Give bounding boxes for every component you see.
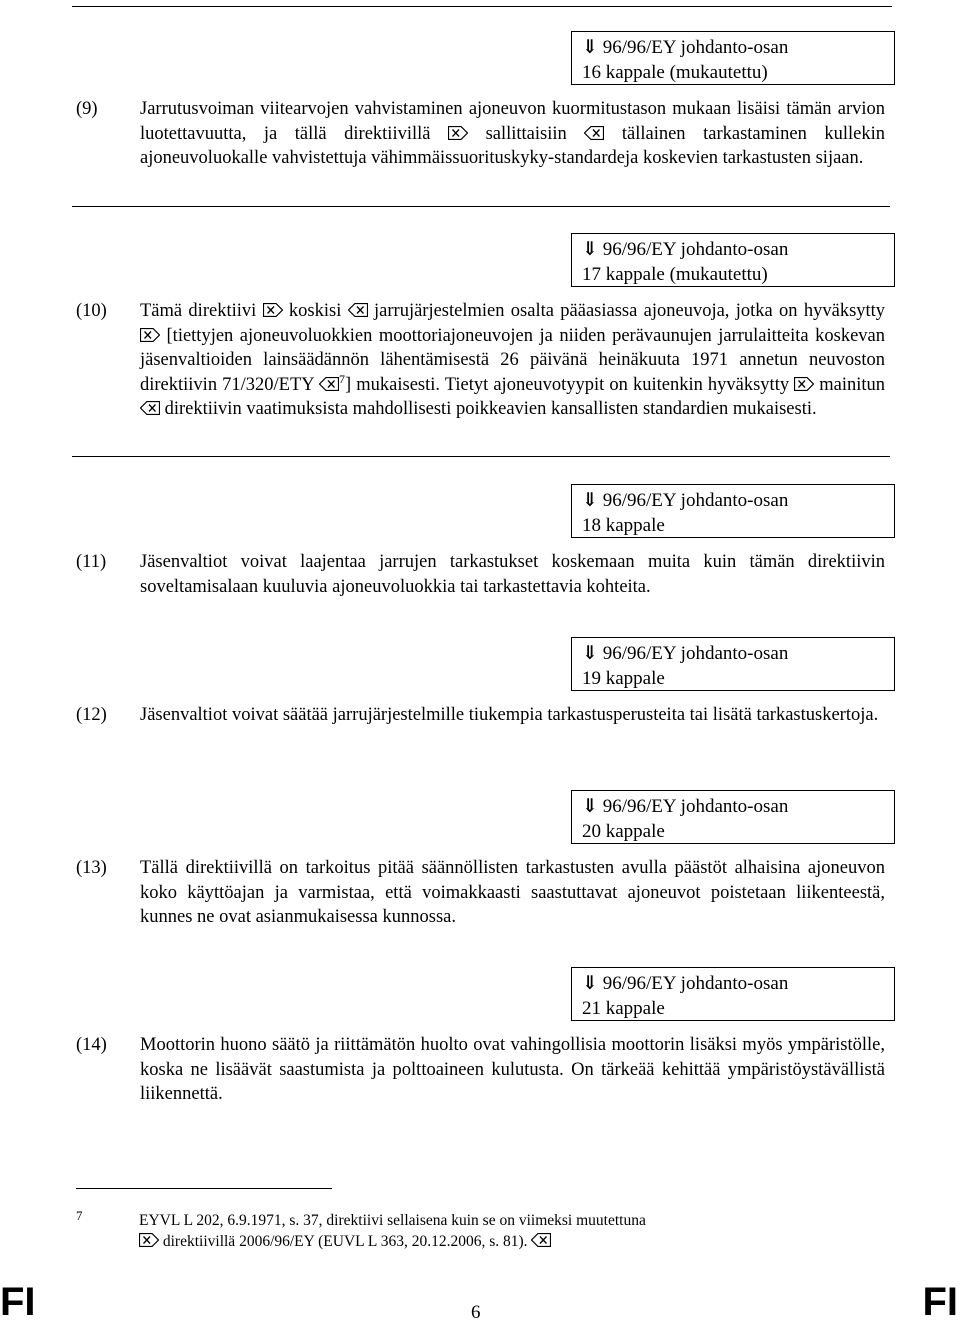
language-code-right: FI bbox=[922, 1280, 958, 1324]
down-arrow-icon: ⇓ bbox=[582, 490, 598, 511]
recital-text: Jarrutusvoiman viitearvojen vahvistaminen ajoneuvon kuormitustason mukaan lisäisi tämän arvion luotettavuutta, ja tällä direktiivillä sallittaisiin tällainen tarkastaminen kullekin ajoneuvoluokalle vahvistettuja vähimmäissuorituskyky-standardeja koskevien tarkastusten sijaan. bbox=[140, 99, 886, 168]
insert-start-marker-icon bbox=[139, 1233, 159, 1247]
section-divider bbox=[72, 456, 890, 457]
recital-paragraph bbox=[76, 299, 885, 422]
insert-start-marker-icon bbox=[263, 303, 283, 317]
source-reference-box: ⇓ 96/96/EY johdanto-osan 18 kappale bbox=[571, 484, 895, 538]
down-arrow-icon: ⇓ bbox=[582, 37, 598, 58]
recital-paragraph bbox=[76, 550, 885, 599]
recital-text: Tämä direktiivi koskisi jarrujärjestelmien osalta pääasiassa ajoneuvoja, jotka on hyväksytty [tiettyjen ajoneuvoluokkien moottoriajoneuvojen ja niiden perävaunujen jarrulaitteita koskevan jäsenvaltioiden lainsäädännön lähentämisestä 26 päivänä heinäkuuta 1971 annetun neuvoston direktiivin 71/320/ETY $^7$] mukaisesti. Tietyt ajoneuvotyypit on kuitenkin hyväksytty mainitun direktiivin vaatimuksista mahdollisesti poikkeavien kansallisten standardien mukaisesti. bbox=[140, 301, 886, 419]
source-reference-line: 96/96/EY johdanto-osan bbox=[602, 37, 789, 58]
insert-end-marker-icon bbox=[348, 303, 368, 317]
footnote-text: EYVL L 202, 6.9.1971, s. 37, direktiivi sellaisena kuin se on viimeksi muutettuna direktiivillä 2006/96/EY (EUVL L 363, 20.12.2006, s. 81). bbox=[139, 1212, 646, 1250]
source-reference-box: ⇓ 96/96/EY johdanto-osan 20 kappale bbox=[571, 790, 895, 844]
footnote-separator bbox=[76, 1188, 332, 1189]
recital-number: (14) bbox=[76, 1035, 107, 1055]
recital-number: (10) bbox=[76, 301, 107, 321]
insert-start-marker-icon bbox=[448, 126, 468, 140]
top-rule bbox=[72, 6, 892, 7]
language-code-left: FI bbox=[0, 1280, 36, 1324]
source-reference-detail: 16 kappale (mukautettu) bbox=[582, 62, 768, 83]
recital-paragraph bbox=[76, 97, 885, 171]
recital-text: Moottorin huono säätö ja riittämätön huolto ovat vahingollisia moottorin lisäksi myös ympäristölle, koska ne lisäävät saastumista ja polttoaineen kulutusta. On tärkeää kehittää ympäristöystävällistä liikennettä. bbox=[140, 1035, 885, 1104]
insert-start-marker-icon bbox=[140, 328, 160, 342]
recital-number: (12) bbox=[76, 705, 107, 725]
recital-paragraph bbox=[76, 703, 885, 728]
source-reference-box: ⇓ 96/96/EY johdanto-osan 17 kappale (mukautettu) bbox=[571, 233, 895, 287]
source-reference-box: ⇓ 96/96/EY johdanto-osan 19 kappale bbox=[571, 637, 895, 691]
insert-end-marker-icon bbox=[140, 401, 160, 415]
down-arrow-icon: ⇓ bbox=[582, 796, 598, 817]
recital-text: Tällä direktiivillä on tarkoitus pitää säännöllisten tarkastusten avulla päästöt alhaisina ajoneuvon koko käyttöajan ja varmistaa, että voimakkaasti saastuttavat ajoneuvot poistetaan liikenteestä, kunnes ne ovat asianmukaisessa kunnossa. bbox=[140, 858, 885, 927]
section-divider bbox=[72, 206, 890, 207]
insert-end-marker-icon bbox=[319, 377, 339, 391]
insert-end-marker-icon bbox=[531, 1233, 551, 1247]
insert-start-marker-icon bbox=[794, 377, 814, 391]
recital-number: (11) bbox=[76, 552, 107, 572]
down-arrow-icon: ⇓ bbox=[582, 973, 598, 994]
down-arrow-icon: ⇓ bbox=[582, 643, 598, 664]
recital-number: (9) bbox=[76, 99, 98, 119]
source-reference-box: ⇓ 96/96/EY johdanto-osan 21 kappale bbox=[571, 967, 895, 1021]
recital-paragraph bbox=[76, 856, 885, 930]
footnote-number: 7 bbox=[76, 1208, 83, 1223]
recital-text: Jäsenvaltiot voivat laajentaa jarrujen tarkastukset koskemaan muita kuin tämän direktiivin soveltamisalaan kuuluvia ajoneuvoluokkia tai tarkastettavia kohteita. bbox=[140, 552, 885, 597]
down-arrow-icon: ⇓ bbox=[582, 239, 598, 260]
recital-paragraph bbox=[76, 1033, 885, 1107]
insert-end-marker-icon bbox=[584, 126, 604, 140]
page-number: 6 bbox=[471, 1302, 481, 1323]
source-reference-box bbox=[571, 31, 895, 85]
recital-number: (13) bbox=[76, 858, 107, 878]
recital-text: Jäsenvaltiot voivat säätää jarrujärjestelmille tiukempia tarkastusperusteita tai lisätä tarkastuskertoja. bbox=[140, 705, 879, 725]
footnote-reference[interactable]: 7 bbox=[339, 371, 346, 386]
